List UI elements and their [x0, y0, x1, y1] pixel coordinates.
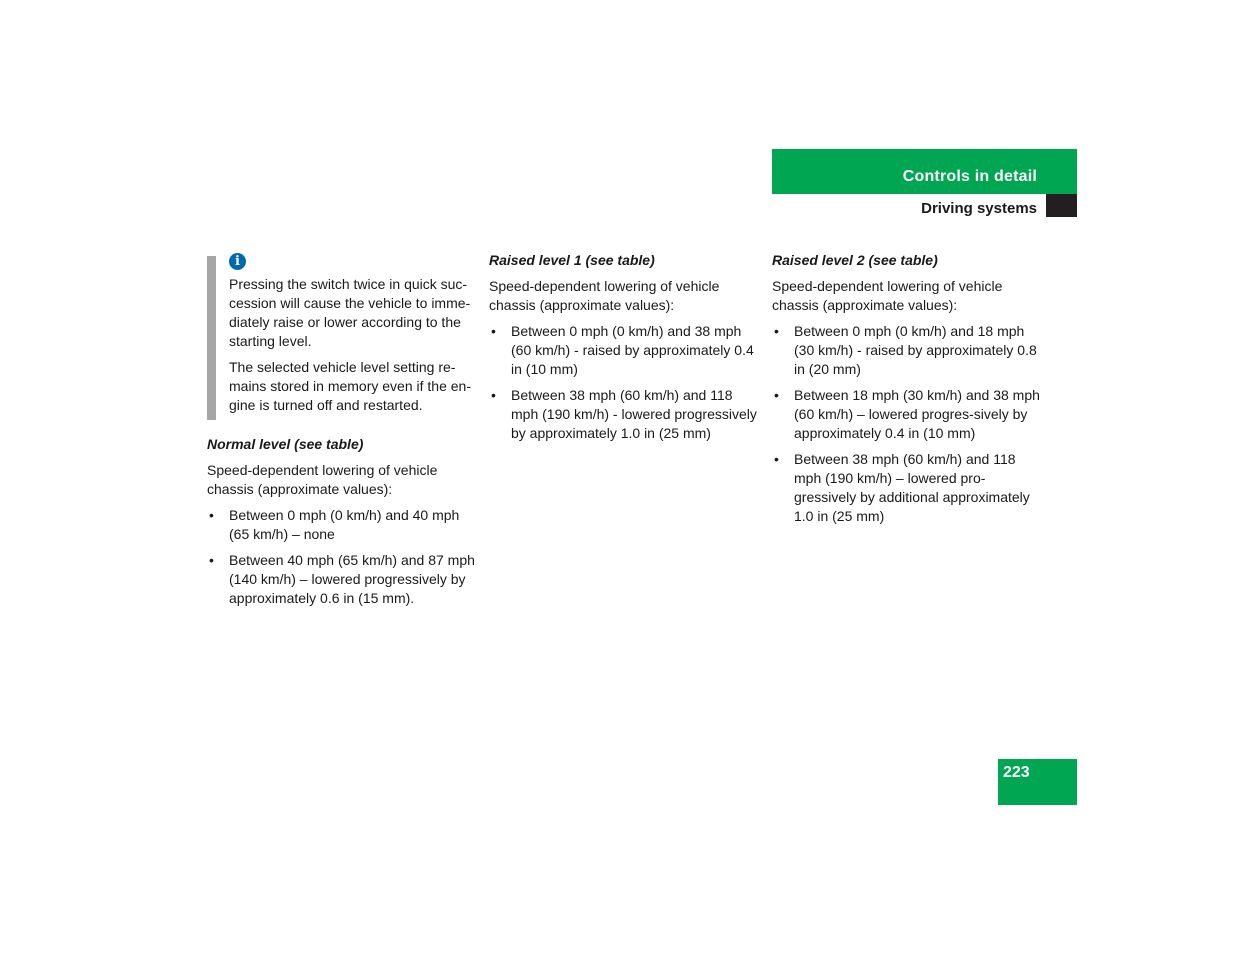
column-3 — [772, 251, 1040, 533]
bullet: • — [774, 323, 779, 339]
info-bar — [207, 256, 216, 420]
list-item — [207, 551, 475, 608]
section-header — [772, 149, 1077, 194]
raised-level-2-heading: Raised level 2 (see table) — [772, 252, 938, 268]
list-item-text: Between 38 mph (60 km/h) and 118 mph (190 km/h) - lowered progressively by approximately 1.0 in (25 mm) — [511, 387, 757, 441]
bullet: • — [774, 387, 779, 403]
bullet: • — [209, 552, 214, 568]
bullet: • — [491, 387, 496, 403]
info-note — [207, 251, 475, 415]
raised-level-1-intro: Speed-dependent lowering of vehicle chassis (approximate values): — [489, 278, 720, 313]
raised-level-2-list — [772, 322, 1040, 526]
normal-level-list — [207, 506, 475, 608]
raised-level-2-intro: Speed-dependent lowering of vehicle chassis (approximate values): — [772, 278, 1003, 313]
list-item-text: Between 38 mph (60 km/h) and 118 mph (190 km/h) – lowered pro-gressively by additional approximately 1.0 in (25 mm) — [794, 451, 1030, 524]
column-2 — [489, 251, 757, 450]
bullet: • — [209, 507, 214, 523]
section-title: Controls in detail — [902, 168, 1037, 185]
list-item — [772, 386, 1040, 443]
subsection-marker — [1046, 194, 1077, 217]
raised-level-1-heading: Raised level 1 (see table) — [489, 252, 655, 268]
page-number-box — [998, 759, 1077, 805]
info-paragraph-1: Pressing the switch twice in quick suc-cession will cause the vehicle to imme-diately raise or lower according to the starting level. — [229, 276, 471, 349]
list-item — [772, 322, 1040, 379]
page-number: 223 — [1003, 764, 1030, 781]
info-paragraph-2: The selected vehicle level setting re-mains stored in memory even if the en-gine is turned off and restarted. — [229, 359, 471, 413]
list-item-text: Between 0 mph (0 km/h) and 38 mph (60 km/h) - raised by approximately 0.4 in (10 mm) — [511, 323, 754, 377]
normal-level-heading: Normal level (see table) — [207, 436, 364, 452]
normal-level-intro: Speed-dependent lowering of vehicle chassis (approximate values): — [207, 462, 438, 497]
list-item — [489, 386, 757, 443]
list-item — [772, 450, 1040, 526]
column-1 — [207, 251, 475, 615]
info-icon: i — [229, 253, 246, 270]
list-item — [207, 506, 475, 544]
bullet: • — [491, 323, 496, 339]
list-item-text: Between 18 mph (30 km/h) and 38 mph (60 km/h) – lowered progres-sively by approximately 0.4 in (10 mm) — [794, 387, 1040, 441]
subsection-title: Driving systems — [921, 200, 1037, 217]
raised-level-1-list — [489, 322, 757, 443]
bullet: • — [774, 451, 779, 467]
list-item-text: Between 40 mph (65 km/h) and 87 mph (140 km/h) – lowered progressively by approximately 0.6 in (15 mm). — [229, 552, 475, 606]
list-item-text: Between 0 mph (0 km/h) and 18 mph (30 km/h) - raised by approximately 0.8 in (20 mm) — [794, 323, 1037, 377]
list-item — [489, 322, 757, 379]
list-item-text: Between 0 mph (0 km/h) and 40 mph (65 km/h) – none — [229, 507, 460, 542]
